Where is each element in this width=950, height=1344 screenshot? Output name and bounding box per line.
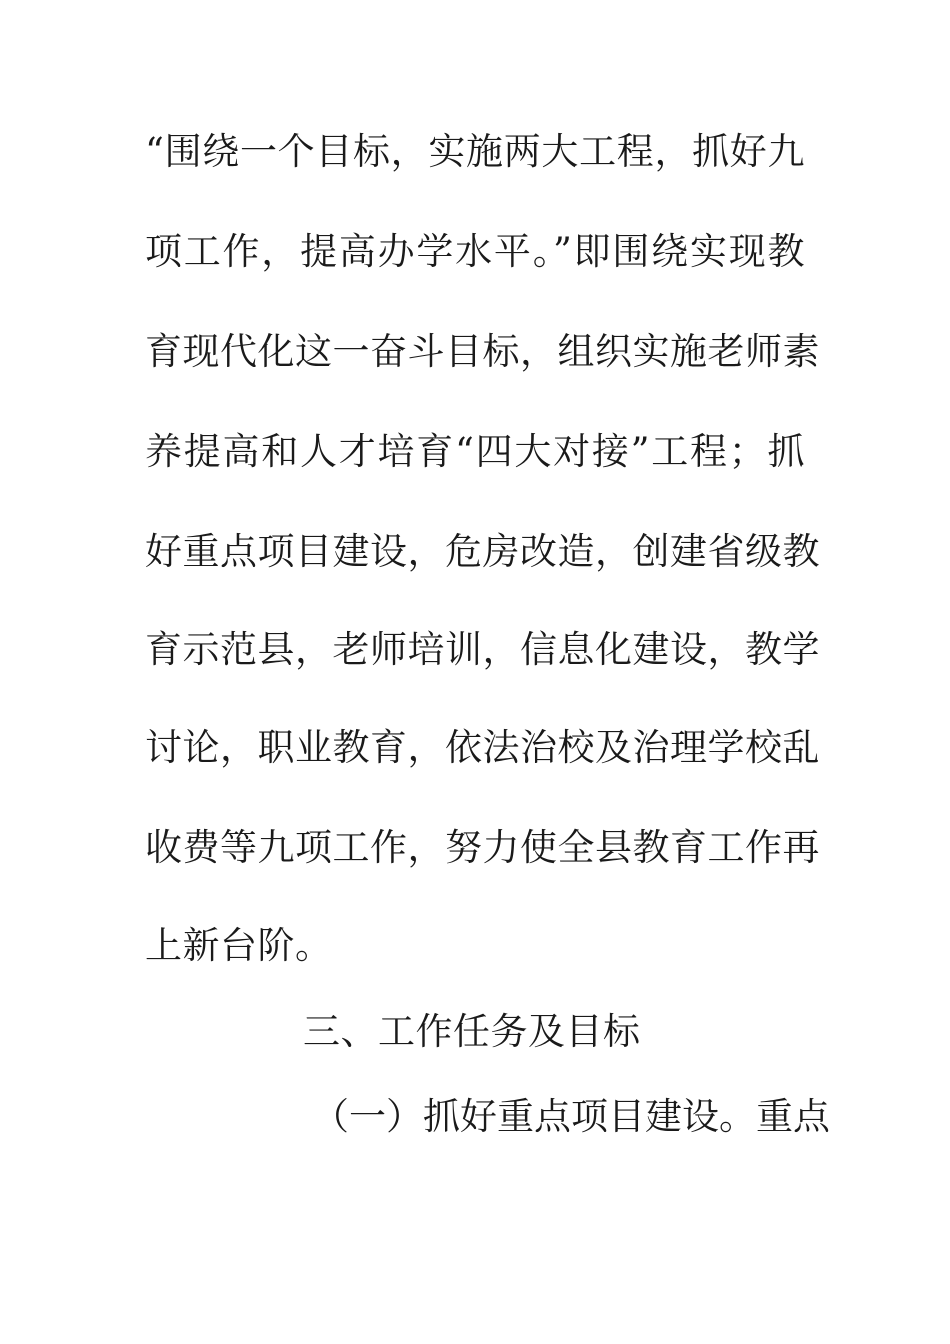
paragraph-line-8: 收费等九项工作，努力使全县教育工作再 bbox=[145, 826, 820, 869]
paragraph-line-3: 育现代化这一奋斗目标，组织实施老师素 bbox=[145, 330, 820, 373]
paragraph-line-2: 项工作，提高办学水平。”即围绕实现教 bbox=[145, 230, 805, 273]
paragraph-line-4: 养提高和人才培育“四大对接”工程；抓 bbox=[145, 430, 805, 473]
paragraph-line-9: 上新台阶。 bbox=[145, 924, 333, 967]
subsection-heading-line: （一）抓好重点项目建设。重点 bbox=[312, 1095, 830, 1138]
section-heading: 三、工作任务及目标 bbox=[303, 1010, 641, 1053]
paragraph-line-6: 育示范县，老师培训，信息化建设，教学 bbox=[145, 628, 820, 671]
paragraph-line-1: “围绕一个目标，实施两大工程，抓好九 bbox=[145, 130, 805, 173]
paragraph-line-5: 好重点项目建设，危房改造，创建省级教 bbox=[145, 530, 820, 573]
paragraph-line-7: 讨论，职业教育，依法治校及治理学校乱 bbox=[145, 726, 820, 769]
